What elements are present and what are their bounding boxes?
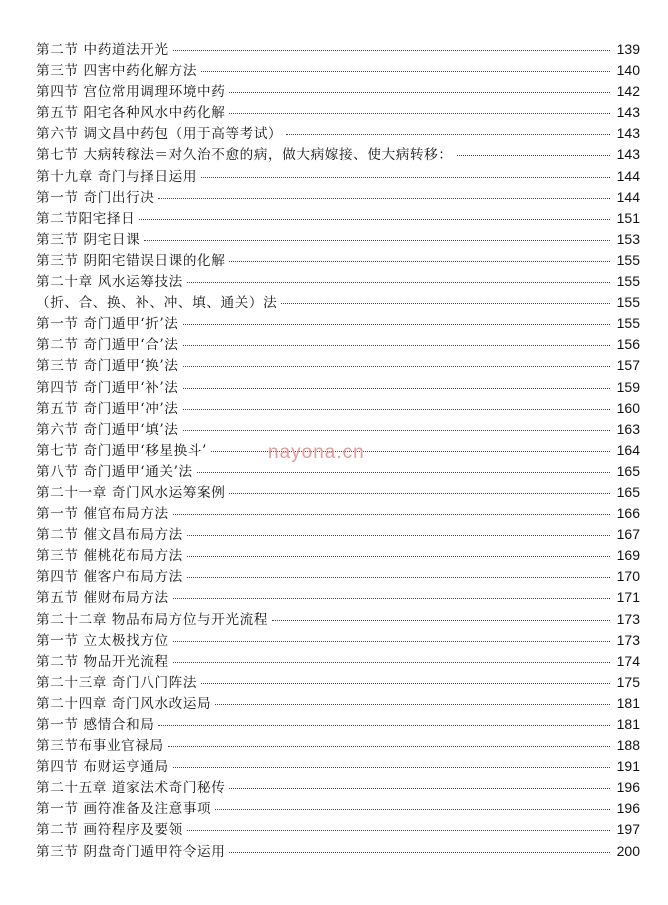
toc-entry-title: 第一节 奇门遁甲‘折’法 xyxy=(36,316,179,333)
toc-entry-title: 第一节 画符准备及注意事项 xyxy=(36,801,212,818)
toc-entry-page-number: 143 xyxy=(616,125,640,142)
toc-entry xyxy=(36,630,640,651)
toc-entry-title: 第一节 催官布局方法 xyxy=(36,506,169,523)
dot-leader xyxy=(187,577,610,578)
dot-leader xyxy=(457,155,610,156)
toc-entry-title: 第六节 奇门遁甲‘填’法 xyxy=(36,421,179,438)
toc-entry-title: 第二十四章 奇门风水改运局 xyxy=(36,695,212,712)
toc-entry xyxy=(36,123,640,144)
toc-entry xyxy=(36,81,640,102)
toc-entry xyxy=(36,166,640,187)
dot-leader xyxy=(183,388,610,389)
toc-entry xyxy=(36,524,640,545)
dot-leader xyxy=(173,641,610,642)
toc-entry-page-number: 155 xyxy=(616,251,640,268)
dot-leader xyxy=(173,50,610,51)
dot-leader xyxy=(229,261,610,262)
toc-entry-page-number: 174 xyxy=(616,652,640,669)
toc-entry-page-number: 165 xyxy=(616,462,640,479)
toc-entry-title: 第十九章 奇门与择日运用 xyxy=(36,168,198,185)
toc-entry xyxy=(36,377,640,398)
dot-leader xyxy=(187,282,610,283)
toc-entry-page-number: 196 xyxy=(616,779,640,796)
toc-entry xyxy=(36,566,640,587)
dot-leader xyxy=(229,788,610,789)
toc-entry-page-number: 191 xyxy=(616,758,640,775)
toc-entry-page-number: 159 xyxy=(616,378,640,395)
toc-entry-title: 第四节 布财运亨通局 xyxy=(36,759,169,776)
toc-entry-page-number: 181 xyxy=(616,694,640,711)
toc-entry xyxy=(36,102,640,123)
toc-entry xyxy=(36,334,640,355)
dot-leader xyxy=(215,809,610,810)
dot-leader xyxy=(139,219,610,220)
toc-entry-title: 第三节 阴盘奇门遁甲符令运用 xyxy=(36,843,226,860)
toc-entry xyxy=(36,672,640,693)
toc-entry-page-number: 155 xyxy=(616,273,640,290)
toc-entry xyxy=(36,461,640,482)
toc-entry-page-number: 181 xyxy=(616,716,640,732)
toc-entry-page-number: 155 xyxy=(616,315,640,332)
dot-leader xyxy=(183,366,610,367)
dot-leader xyxy=(201,683,610,684)
toc-entry xyxy=(36,693,640,714)
toc-entry xyxy=(36,503,640,524)
toc-entry-page-number: 167 xyxy=(616,526,640,543)
toc-entry-title: 第七节 大病转稼法＝对久治不愈的病，做大病嫁接、使大病转移： xyxy=(36,147,453,164)
dot-leader xyxy=(197,472,610,473)
toc-entry-title: 第二节 催文昌布局方法 xyxy=(36,527,183,544)
dot-leader xyxy=(183,430,610,431)
dot-leader xyxy=(168,746,610,747)
toc-entry xyxy=(36,609,640,630)
toc-entry-page-number: 170 xyxy=(616,568,640,585)
toc-entry xyxy=(36,250,640,271)
toc-entry-title: 第四节 催客户布局方法 xyxy=(36,569,183,586)
toc-entry-page-number: 188 xyxy=(616,737,640,754)
dot-leader xyxy=(229,852,610,853)
toc-entry xyxy=(36,355,640,376)
dot-leader xyxy=(286,134,610,135)
toc-entry xyxy=(36,545,640,566)
toc-entry-title: 第二节 物品开光流程 xyxy=(36,653,169,670)
toc-entry xyxy=(36,587,640,608)
toc-entry-page-number: 200 xyxy=(616,842,640,859)
toc-entry-page-number: 151 xyxy=(616,209,640,226)
toc-entry-page-number: 139 xyxy=(616,41,640,57)
toc-entry-title: 第二节 奇门遁甲‘合’法 xyxy=(36,337,179,354)
toc-entry-page-number: 143 xyxy=(616,146,640,163)
toc-entry-page-number: 143 xyxy=(616,104,640,121)
dot-leader xyxy=(229,113,610,114)
toc-entry-title: 第三节 催桃花布局方法 xyxy=(36,548,183,565)
dot-leader xyxy=(187,556,610,557)
toc-entry-title: 第三节布事业官禄局 xyxy=(36,738,164,755)
toc-entry-title: 第二十二章 物品布局方位与开光流程 xyxy=(36,611,269,628)
toc-entry xyxy=(36,777,640,798)
toc-entry-title: 第一节 奇门出行决 xyxy=(36,189,155,206)
toc-entry-page-number: 171 xyxy=(616,589,640,606)
dot-leader xyxy=(201,71,610,72)
toc-entry-page-number: 160 xyxy=(616,399,640,416)
toc-entry xyxy=(36,841,640,862)
toc-entry-page-number: 163 xyxy=(616,420,640,437)
dot-leader xyxy=(187,535,610,536)
toc-entry-title: 第四节 宫位常用调理环境中药 xyxy=(36,84,226,101)
toc-entry-title: 第二节 画符程序及要领 xyxy=(36,822,183,839)
toc-entry-page-number: 173 xyxy=(616,610,640,627)
dot-leader xyxy=(144,240,610,241)
toc-entry xyxy=(36,398,640,419)
dot-leader xyxy=(201,177,610,178)
dot-leader xyxy=(229,493,610,494)
toc-entry xyxy=(36,798,640,819)
toc-entry-page-number: 173 xyxy=(616,631,640,648)
toc-entry xyxy=(36,756,640,777)
toc-entry xyxy=(36,144,640,165)
toc-entry-title: 第二十一章 奇门风水运筹案例 xyxy=(36,484,226,501)
dot-leader xyxy=(173,767,610,768)
toc-entry xyxy=(36,714,640,735)
watermark: nayona.cn xyxy=(268,442,365,463)
toc-entry-page-number: 153 xyxy=(616,230,640,247)
toc-entry xyxy=(36,39,640,60)
dot-leader xyxy=(158,198,610,199)
toc-entry-title: 第三节 四害中药化解方法 xyxy=(36,63,198,80)
toc-entry-title: 第三节 阴宅日课 xyxy=(36,231,141,248)
toc-entry xyxy=(36,229,640,250)
toc-entry-page-number: 155 xyxy=(616,294,640,311)
toc-entry xyxy=(36,735,640,756)
toc-entry-page-number: 164 xyxy=(616,441,640,458)
toc-entry xyxy=(36,208,640,229)
toc-entry-title: 第三节 阴阳宅错误日课的化解 xyxy=(36,252,226,269)
toc-entry xyxy=(36,819,640,840)
dot-leader xyxy=(173,514,610,515)
toc-entry-page-number: 142 xyxy=(616,83,640,100)
toc-entry-title: 第八节 奇门遁甲‘通关’法 xyxy=(36,463,193,480)
toc-entry-page-number: 175 xyxy=(616,673,640,690)
toc-entry-title: 第六节 调文昌中药包（用于高等考试） xyxy=(36,126,283,143)
toc-entry-title: 第二十五章 道家法术奇门秘传 xyxy=(36,780,226,797)
toc-entry xyxy=(36,313,640,334)
toc-entry-page-number: 157 xyxy=(616,357,640,374)
toc-entry-title: 第五节 奇门遁甲‘冲’法 xyxy=(36,400,179,417)
toc-entry-title: （折、合、换、补、冲、填、通关）法 xyxy=(36,295,278,312)
dot-leader xyxy=(183,324,610,325)
toc-entry xyxy=(36,60,640,81)
dot-leader xyxy=(215,704,610,705)
toc-entry-title: 第四节 奇门遁甲‘补’法 xyxy=(36,379,179,396)
toc-entry-title: 第五节 阳宅各种风水中药化解 xyxy=(36,105,226,122)
toc-entry xyxy=(36,651,640,672)
toc-entry-page-number: 197 xyxy=(616,821,640,838)
toc-entry-title: 第二十章 风水运筹技法 xyxy=(36,274,183,291)
toc-entry-page-number: 196 xyxy=(616,800,640,817)
toc-entry xyxy=(36,419,640,440)
toc-entry-title: 第一节 立太极找方位 xyxy=(36,632,169,649)
dot-leader xyxy=(173,662,610,663)
dot-leader xyxy=(272,620,610,621)
dot-leader xyxy=(183,409,610,410)
toc-entry-page-number: 166 xyxy=(616,505,640,522)
toc-entry-page-number: 144 xyxy=(616,167,640,184)
toc-entry-title: 第一节 感情合和局 xyxy=(36,717,155,733)
dot-leader xyxy=(229,92,610,93)
dot-leader xyxy=(187,830,610,831)
toc-entry-page-number: 144 xyxy=(616,188,640,205)
toc-entry-title: 第五节 催财布局方法 xyxy=(36,590,169,607)
toc-entry xyxy=(36,271,640,292)
toc-entry-title: 第二节阳宅择日 xyxy=(36,210,136,227)
toc-entry xyxy=(36,292,640,313)
toc-entry-title: 第二节 中药道法开光 xyxy=(36,42,169,58)
dot-leader xyxy=(158,725,610,726)
toc-entry-page-number: 169 xyxy=(616,547,640,564)
toc-entry-title: 第三节 奇门遁甲‘换’法 xyxy=(36,358,179,375)
dot-leader xyxy=(281,303,610,304)
toc-entry-title: 第二十三章 奇门八门阵法 xyxy=(36,674,198,691)
toc-entry-page-number: 165 xyxy=(616,483,640,500)
toc-entry xyxy=(36,187,640,208)
toc-entry-page-number: 156 xyxy=(616,336,640,353)
dot-leader xyxy=(183,345,610,346)
dot-leader xyxy=(173,598,610,599)
toc-entry xyxy=(36,482,640,503)
toc-entry-page-number: 140 xyxy=(616,62,640,79)
toc-entry-title: 第七节 奇门遁甲‘移星换斗’ xyxy=(36,442,207,459)
